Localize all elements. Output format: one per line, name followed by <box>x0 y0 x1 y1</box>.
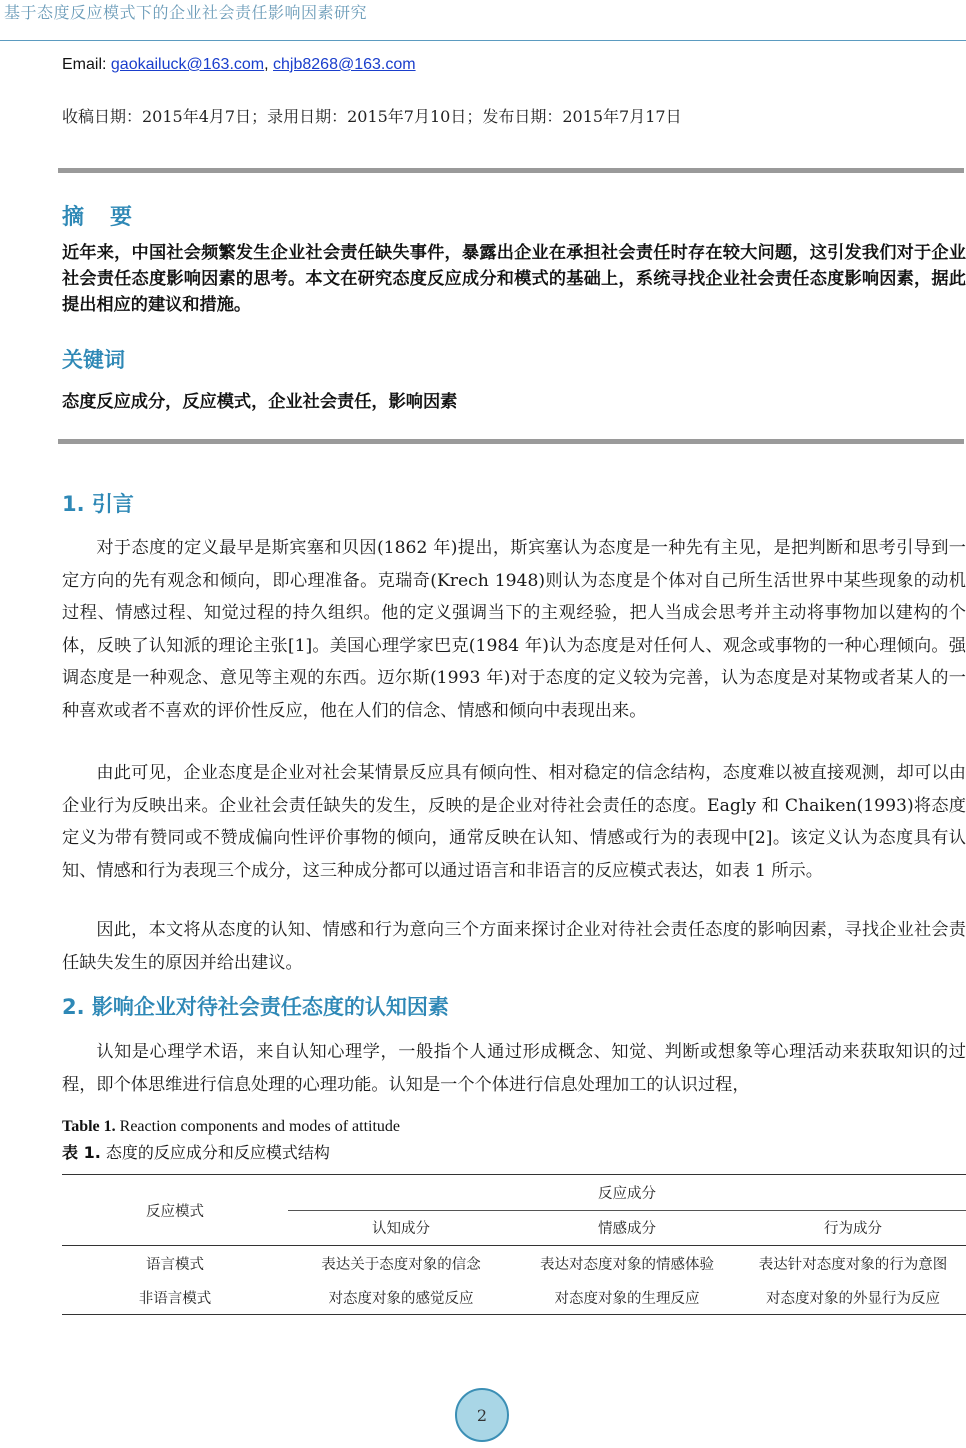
abstract-text: 近年来，中国社会频繁发生企业社会责任缺失事件，暴露出企业在承担社会责任时存在较大问题，这引发我们对于企业社会责任态度影响因素的思考。本文在研究态度反应成分和模式的基础上，系统寻找企业社会责任态度影响因素，据此提出相应的建议和措施。 <box>62 243 966 315</box>
email-link-1[interactable]: gaokailuck@163.com <box>110 56 265 73</box>
table-caption-zh <box>62 1140 330 1163</box>
table-caption-en <box>62 1118 400 1136</box>
table-row-label: 非语言模式 <box>138 1290 212 1307</box>
divider-bottom <box>58 439 964 444</box>
page-number <box>455 1388 509 1442</box>
section-2-heading: 2. 影响企业对待社会责任态度的认知因素 <box>62 995 449 1019</box>
abstract-heading: 摘 要 <box>62 205 135 230</box>
table-row <box>62 1280 966 1315</box>
section-2-paragraph-1: 认知是心理学术语，来自认知心理学，一般指个人通过形成概念、知觉、判断或想象等心理活动来获取知识的过程，即个体思维进行信息处理的心理功能。认知是一个个体进行信息处理加工的认识过程， <box>62 1042 966 1095</box>
table-cell: 对态度对象的外显行为反应 <box>766 1290 940 1307</box>
email-link-2[interactable]: chjb8268@163.com <box>273 56 416 73</box>
table-cell: 对态度对象的生理反应 <box>554 1290 700 1307</box>
section-1-paragraph-2: 由此可见，企业态度是企业对社会某情景反应具有倾向性、相对稳定的信念结构，态度难以被直接观测，却可以由企业行为反映出来。企业社会责任缺失的发生，反映的是企业对待社会责任的态度。Eagly 和 Chaiken(1993)将态度定义为带有赞同或不赞成偏向性评价事物的倾向，通常反映在认知、情感或行为的表现中[2]。该定义认为态度具有认知、情感和行为表现三个成分，这三种成分都可以通过语言和非语言的反应模式表达，如表 1 所示。 <box>62 763 966 881</box>
table-cell: 对态度对象的感觉反应 <box>328 1290 474 1307</box>
table-header-mode: 反应模式 <box>62 1175 288 1246</box>
table-cell: 表达关于态度对象的信念 <box>321 1256 481 1273</box>
table-1 <box>62 1174 966 1315</box>
section-1-paragraph-3: 因此，本文将从态度的认知、情感和行为意向三个方面来探讨企业对待社会责任态度的影响因素，寻找企业社会责任缺失发生的原因并给出建议。 <box>62 920 966 973</box>
table-col-behavioral: 行为成分 <box>824 1221 882 1238</box>
table-row <box>62 1246 966 1281</box>
table-cell: 表达针对态度对象的行为意图 <box>758 1256 948 1273</box>
section-1-paragraph-1: 对于态度的定义最早是斯宾塞和贝因(1862 年)提出，斯宾塞认为态度是一种先有主见，是把判断和思考引导到一定方向的先有观念和倾向，即心理准备。克瑞奇(Krech 1948)则认为态度是个体对自己所生活世界中某些现象的动机过程、情感过程、知觉过程的持久组织。他的定义强调当下的主观经验，把人当成会思考并主动将事物加以建构的个体，反映了认知派的理论主张[1]。美国心理学家巴克(1984 年)认为态度是对任何人、观念或事物的一种心理倾向。强调态度是一种观念、意见等主观的东西。迈尔斯(1993 年)对于态度的定义较为完善，认为态度是对某物或者某人的一种喜欢或者不喜欢的评价性反应，他在人们的信念、情感和倾向中表现出来。 <box>62 538 966 721</box>
table-caption-en-text: Reaction components and modes of attitude <box>115 1118 401 1135</box>
table-header-components: 反应成分 <box>288 1175 966 1211</box>
section-1-heading: 1. 引言 <box>62 492 134 516</box>
table-caption-zh-text: 态度的反应成分和反应模式结构 <box>100 1143 330 1162</box>
table-caption-en-label: Table 1. <box>62 1118 116 1135</box>
email-separator: , <box>264 56 274 73</box>
table-col-affective: 情感成分 <box>598 1221 656 1238</box>
running-head-title: 基于态度反应模式下的企业社会责任影响因素研究 <box>4 3 368 22</box>
table-row-label: 语言模式 <box>146 1256 204 1273</box>
page-number-text: 2 <box>476 1405 488 1425</box>
email-label: Email: <box>62 56 111 73</box>
author-email-line <box>62 56 416 74</box>
keywords-text: 态度反应成分，反应模式，企业社会责任，影响因素 <box>62 392 458 412</box>
running-head <box>0 0 966 41</box>
divider-top <box>58 168 964 173</box>
table-caption-zh-label: 表 1. <box>62 1143 101 1162</box>
table-col-cognitive: 认知成分 <box>372 1221 430 1238</box>
table-cell: 表达对态度对象的情感体验 <box>540 1256 714 1273</box>
keywords-heading: 关键词 <box>62 348 125 372</box>
publication-dates: 收稿日期：2015年4月7日；录用日期：2015年7月10日；发布日期：2015年7月17日 <box>62 107 682 126</box>
